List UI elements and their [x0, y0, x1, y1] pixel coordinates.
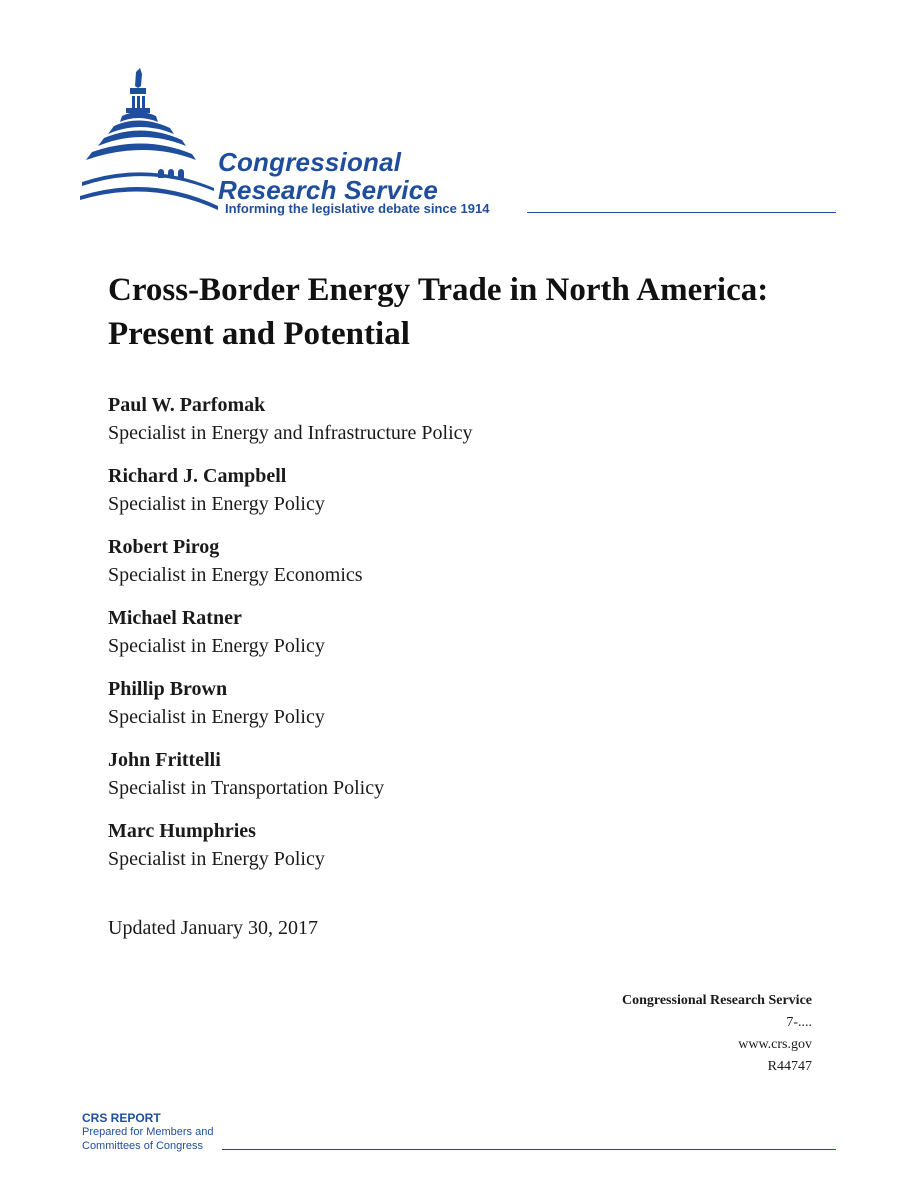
footer-block [82, 1111, 213, 1153]
author-entry [108, 533, 808, 589]
author-role: Specialist in Energy Economics [108, 564, 363, 586]
report-meta [622, 990, 812, 1078]
header-divider [527, 212, 836, 213]
footer-line-1: Prepared for Members and [82, 1126, 214, 1138]
author-entry [108, 817, 808, 873]
author-name: John Frittelli [108, 749, 221, 771]
author-role: Specialist in Energy Policy [108, 493, 325, 515]
logo-tagline: Informing the legislative debate since 1914 [225, 201, 490, 216]
crs-logo [78, 64, 538, 224]
logo-line-research-service: Research Service [218, 175, 439, 205]
author-name: Richard J. Campbell [108, 465, 287, 487]
author-name: Marc Humphries [108, 820, 256, 842]
capitol-dome-icon [78, 64, 218, 214]
title-line-1: Cross-Border Energy Trade in North America: [108, 272, 769, 308]
logo-wordmark [218, 148, 438, 204]
footer-label: CRS REPORT [82, 1111, 161, 1125]
author-entry [108, 462, 808, 518]
author-role: Specialist in Transportation Policy [108, 777, 385, 799]
author-role: Specialist in Energy and Infrastructure Policy [108, 422, 473, 444]
logo-line-congressional: Congressional [218, 147, 402, 177]
meta-number: 7-.... [786, 1015, 812, 1030]
meta-organization: Congressional Research Service [621, 993, 812, 1008]
footer-divider [222, 1149, 836, 1150]
author-name: Michael Ratner [108, 607, 242, 629]
author-entry [108, 391, 808, 447]
author-name: Phillip Brown [108, 678, 228, 700]
meta-report-id: R44747 [767, 1059, 812, 1074]
author-role: Specialist in Energy Policy [108, 635, 325, 657]
author-name: Paul W. Parfomak [108, 394, 266, 416]
author-name: Robert Pirog [108, 536, 220, 558]
author-entry [108, 604, 808, 660]
footer-line-2: Committees of Congress [82, 1140, 204, 1152]
meta-url: www.crs.gov [738, 1037, 812, 1052]
report-title [108, 268, 868, 356]
updated-date: Updated January 30, 2017 [108, 917, 318, 939]
author-entry [108, 675, 808, 731]
author-role: Specialist in Energy Policy [108, 848, 325, 870]
title-line-2: Present and Potential [108, 316, 410, 352]
author-role: Specialist in Energy Policy [108, 706, 325, 728]
author-entry [108, 746, 808, 802]
author-list [108, 391, 808, 888]
